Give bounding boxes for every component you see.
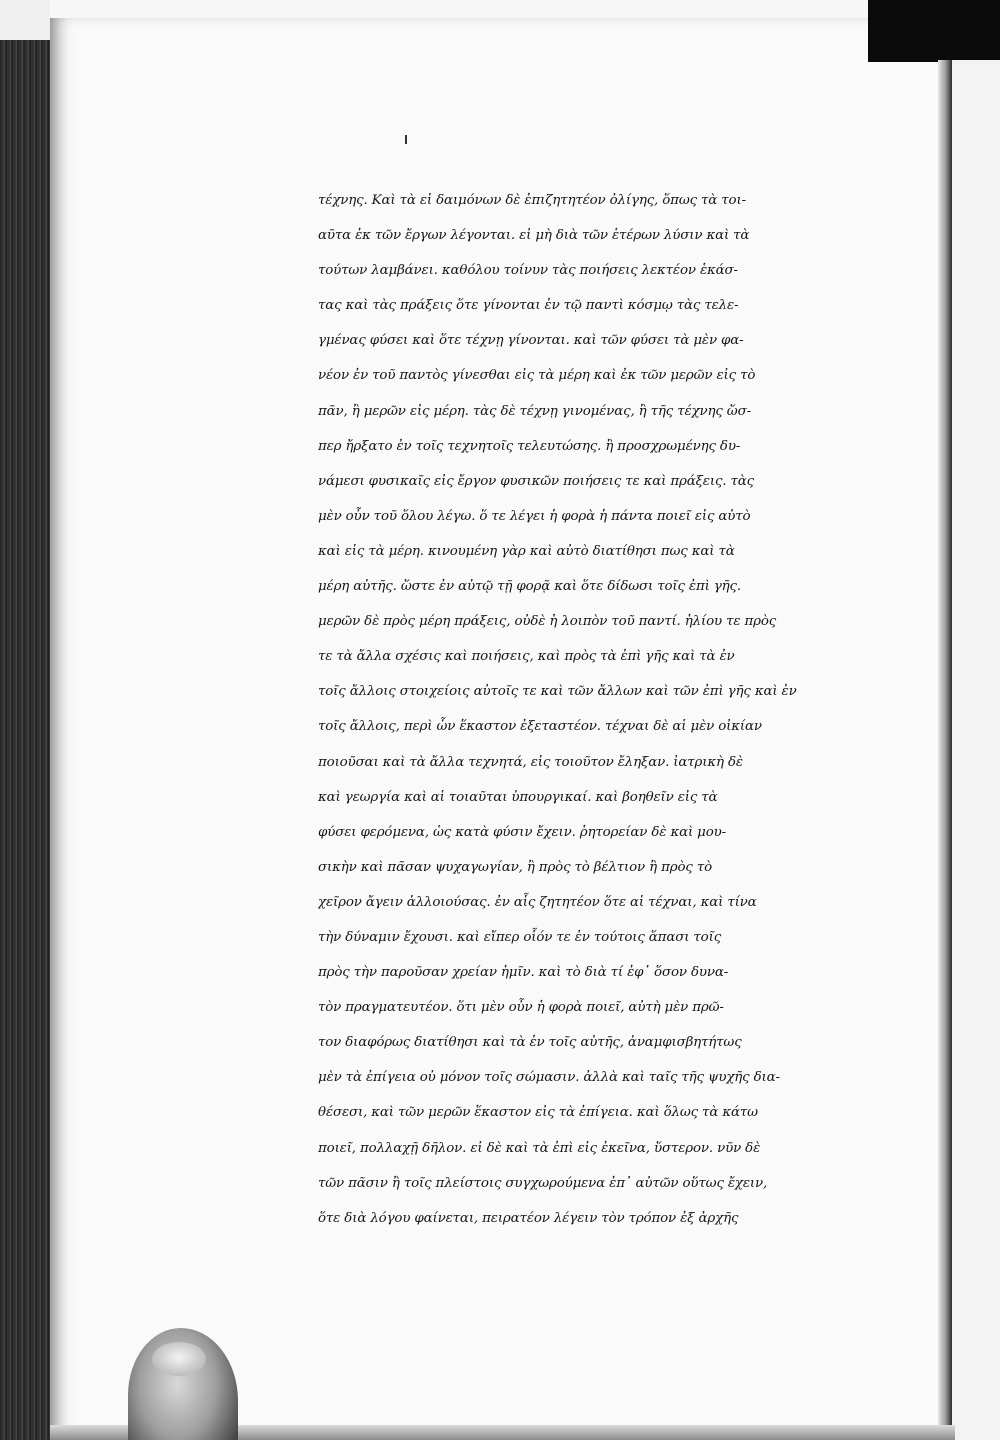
page-fold-shadow [938,60,952,1440]
text-line: καὶ γεωργία καὶ αἱ τοιαῦται ὑπουργικαί. καὶ βοηθεῖν εἰς τὰ [318,789,718,805]
text-line: τέχνης. Καὶ τὰ εἰ δαιμόνων δὲ ἐπιζητητέον ὀλίγης, ὅπως τὰ τοι- [318,193,746,208]
ink-mark [405,135,407,144]
scan-background-corner [868,0,1000,62]
text-line: μὲν τὰ ἐπίγεια οὐ μόνον τοῖς σώμασιν. ἀλλὰ καὶ ταῖς τῆς ψυχῆς δια- [318,1070,780,1086]
text-line: πρὸς τὴν παροῦσαν χρείαν ἡμῖν. καὶ τὸ διὰ τί ἐφ᾽ ὅσον δυνα- [318,965,729,981]
text-line: πᾶν, ἢ μερῶν εἰς μέρη. τὰς δὲ τέχνῃ γινομένας, ἢ τῆς τέχνης ὥσ- [318,403,751,419]
text-line: μέρη αὐτῆς. ὥστε ἐν αὐτῷ τῇ φορᾷ καὶ ὅτε δίδωσι τοῖς ἐπὶ γῆς. [318,579,742,595]
thumbnail-highlight [152,1342,206,1376]
text-line: τὸν πραγματευτέον. ὅτι μὲν οὖν ἡ φορὰ ποιεῖ, αὐτὴ μὲν πρῶ- [318,1000,724,1016]
adjacent-leaf [948,60,1000,1440]
book-fore-edge [0,40,52,1440]
text-line: ποιεῖ, πολλαχῇ δῆλον. εἰ δὲ καὶ τὰ ἐπὶ εἰς ἐκεῖνα, ὕστερον. νῦν δὲ [318,1140,761,1156]
text-line: γμένας φύσει καὶ ὅτε τέχνῃ γίνονται. καὶ τῶν φύσει τὰ μὲν φα- [318,333,744,349]
text-line: φύσει φερόμενα, ὡς κατὰ φύσιν ἔχειν. ῥητορείαν δὲ καὶ μου- [318,824,727,840]
text-line: μὲν οὖν τοῦ ὅλου λέγω. ὅ τε λέγει ἡ φορὰ ἡ πάντα ποιεῖ εἰς αὐτὸ [318,508,751,524]
text-line: θέσεσι, καὶ τῶν μερῶν ἕκαστον εἰς τὰ ἐπίγεια. καὶ ὅλως τὰ κάτω [318,1105,758,1121]
page-top-margin [50,0,870,20]
text-line: χεῖρον ἄγειν ἀλλοιούσας. ἐν αἷς ζητητέον ὅτε αἱ τέχναι, καὶ τίνα [318,894,757,910]
text-line: τὴν δύναμιν ἔχουσι. καὶ εἴπερ οἷόν τε ἐν τούτοις ἅπασι τοῖς [318,929,722,945]
text-line: τον διαφόρως διατίθησι καὶ τὰ ἐν τοῖς αὐτῆς, ἀναμφισβητήτως [318,1035,742,1051]
handwritten-text-block [318,183,863,1236]
text-line: τοῖς ἄλλοις στοιχείοις αὐτοῖς τε καὶ τῶν ἄλλων καὶ τῶν ἐπὶ γῆς καὶ ἐν [318,684,797,700]
text-line: τε τὰ ἄλλα σχέσις καὶ ποιήσεις, καὶ πρὸς τὰ ἐπὶ γῆς καὶ τὰ ἐν [318,649,735,665]
text-line: τοῖς ἄλλοις, περὶ ὧν ἕκαστον ἐξεταστέον. τέχναι δὲ αἱ μὲν οἰκίαν [318,719,762,735]
text-line: καὶ εἰς τὰ μέρη. κινουμένη γὰρ καὶ αὐτὸ διατίθησι πως καὶ τὰ [318,543,735,559]
text-line: αῦτα ἐκ τῶν ἔργων λέγονται. εἰ μὴ διὰ τῶν ἑτέρων λύσιν καὶ τὰ [318,228,750,244]
text-line: τούτων λαμβάνει. καθόλου τοίνυν τὰς ποιήσεις λεκτέον ἑκάσ- [318,263,738,279]
text-line: νάμεσι φυσικαῖς εἰς ἔργον φυσικῶν ποιήσεις τε καὶ πράξεις. τὰς [318,473,755,489]
text-line: περ ἤρξατο ἐν τοῖς τεχνητοῖς τελευτώσης. ἢ προσχρωμένης δυ- [318,438,741,454]
text-line: ποιοῦσαι καὶ τὰ ἄλλα τεχνητά, εἰς τοιοῦτον ἔληξαν. ἰατρικὴ δὲ [318,754,743,770]
text-line: νέον ἐν τοῦ παντὸς γίνεσθαι εἰς τὰ μέρη καὶ ἐκ τῶν μερῶν εἰς τὸ [318,368,756,384]
text-line: ὅτε διὰ λόγου φαίνεται, πειρατέον λέγειν τὸν τρόπον ἐξ ἀρχῆς [318,1210,739,1226]
text-line: τας καὶ τὰς πράξεις ὅτε γίνονται ἐν τῷ παντὶ κόσμῳ τὰς τελε- [318,298,739,314]
text-line: σικὴν καὶ πᾶσαν ψυχαγωγίαν, ἢ πρὸς τὸ βέλτιον ἢ πρὸς τὸ [318,859,713,875]
text-line: τῶν πᾶσιν ἢ τοῖς πλείστοις συγχωρούμενα ἐπ᾽ αὐτῶν οὕτως ἔχειν, [318,1175,768,1191]
text-line: μερῶν δὲ πρὸς μέρη πράξεις, οὐδὲ ἡ λοιπὸν τοῦ παντί. ἡλίου τε πρὸς [318,614,777,630]
